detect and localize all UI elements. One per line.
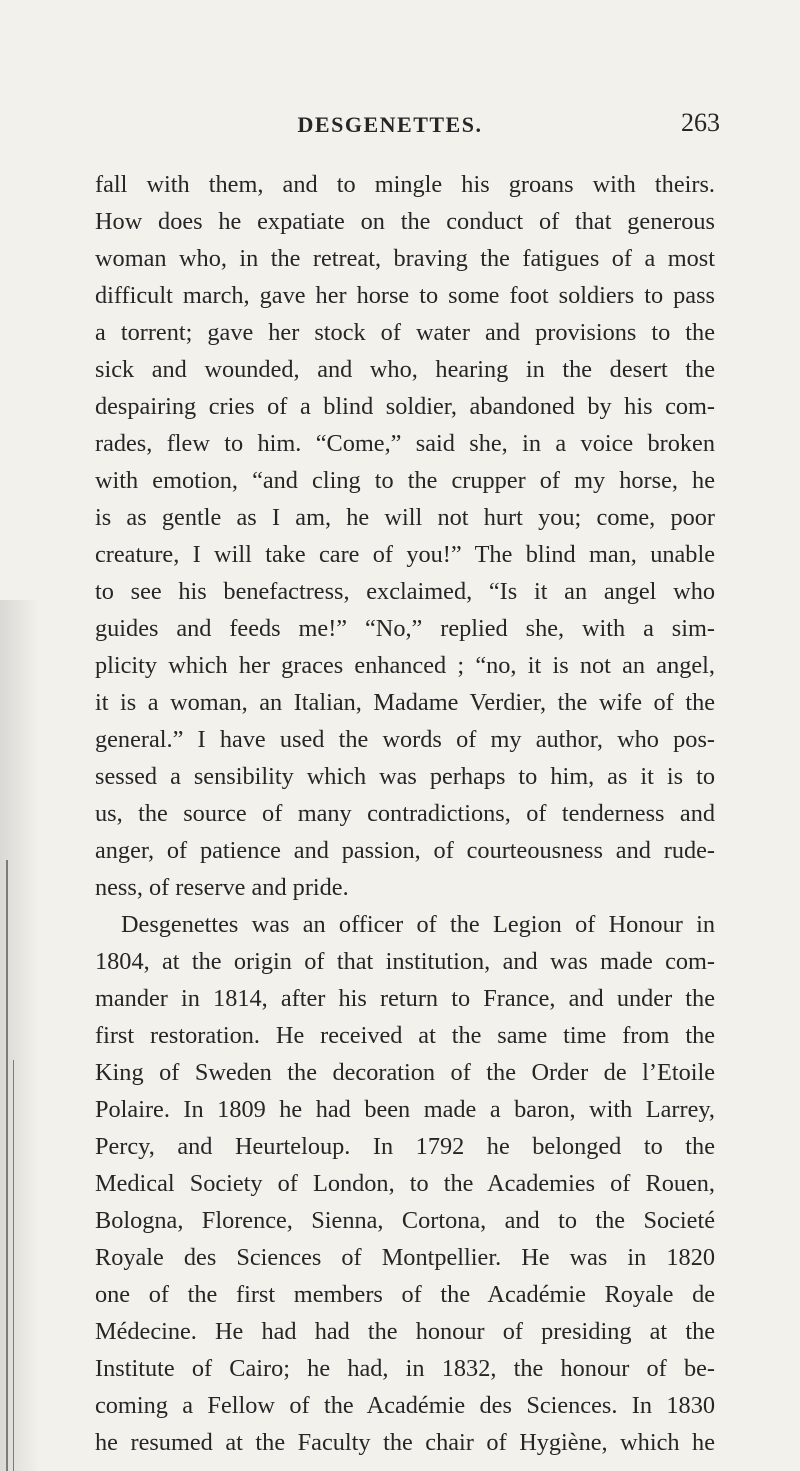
text-line: first restoration. He received at the same time from the: [95, 1022, 715, 1049]
text-line: us, the source of many contradictions, of tenderness and: [95, 800, 715, 827]
text-line: difficult march, gave her horse to some foot soldiers to pass: [95, 282, 715, 309]
text-line: 1804, at the origin of that institution, and was made com-: [95, 948, 715, 975]
text-line: Medical Society of London, to the Academies of Rouen,: [95, 1170, 715, 1197]
page-header: [200, 108, 720, 142]
body-text: [95, 166, 715, 1461]
text-line: Bologna, Florence, Sienna, Cortona, and to the Societé: [95, 1207, 715, 1234]
running-title: DESGENETTES.: [297, 112, 483, 137]
text-line: rades, flew to him. “Come,” said she, in a voice broken: [95, 430, 715, 457]
text-line: Percy, and Heurteloup. In 1792 he belonged to the: [95, 1133, 715, 1160]
text-line: mander in 1814, after his return to France, and under the: [95, 985, 715, 1012]
text-line: with emotion, “and cling to the crupper of my horse, he: [95, 467, 715, 494]
text-line: sick and wounded, and who, hearing in the desert the: [95, 356, 715, 383]
text-line: creature, I will take care of you!” The blind man, unable: [95, 541, 715, 568]
text-line: sessed a sensibility which was perhaps to him, as it is to: [95, 763, 715, 790]
text-line: Polaire. In 1809 he had been made a baron, with Larrey,: [95, 1096, 715, 1123]
text-line: anger, of patience and passion, of courteousness and rude-: [95, 837, 715, 864]
text-line: a torrent; gave her stock of water and provisions to the: [95, 319, 715, 346]
text-line: plicity which her graces enhanced ; “no, it is not an angel,: [95, 652, 715, 679]
text-line: How does he expatiate on the conduct of that generous: [95, 208, 715, 235]
page-number: 263: [681, 108, 720, 137]
binding-edge-line: [13, 1060, 14, 1471]
text-line: woman who, in the retreat, braving the fatigues of a most: [95, 245, 715, 272]
text-line: fall with them, and to mingle his groans with theirs.: [95, 171, 715, 198]
binding-edge-line: [6, 860, 8, 1471]
text-line: he resumed at the Faculty the chair of Hygiène, which he: [95, 1429, 715, 1456]
text-line: King of Sweden the decoration of the Order de l’Etoile: [95, 1059, 715, 1086]
text-line: Desgenettes was an officer of the Legion of Honour in: [121, 911, 715, 938]
text-line: guides and feeds me!” “No,” replied she, with a sim-: [95, 615, 715, 642]
text-line: one of the first members of the Académie Royale de: [95, 1281, 715, 1308]
text-line: ness, of reserve and pride.: [95, 874, 349, 901]
text-line: coming a Fellow of the Académie des Sciences. In 1830: [95, 1392, 715, 1419]
text-line: Royale des Sciences of Montpellier. He was in 1820: [95, 1244, 715, 1271]
text-line: despairing cries of a blind soldier, abandoned by his com-: [95, 393, 715, 420]
text-line: it is a woman, an Italian, Madame Verdier, the wife of the: [95, 689, 715, 716]
text-line: Institute of Cairo; he had, in 1832, the honour of be-: [95, 1355, 715, 1382]
text-line: is as gentle as I am, he will not hurt you; come, poor: [95, 504, 715, 531]
text-line: general.” I have used the words of my author, who pos-: [95, 726, 715, 753]
text-line: to see his benefactress, exclaimed, “Is it an angel who: [95, 578, 715, 605]
text-line: Médecine. He had had the honour of presiding at the: [95, 1318, 715, 1345]
